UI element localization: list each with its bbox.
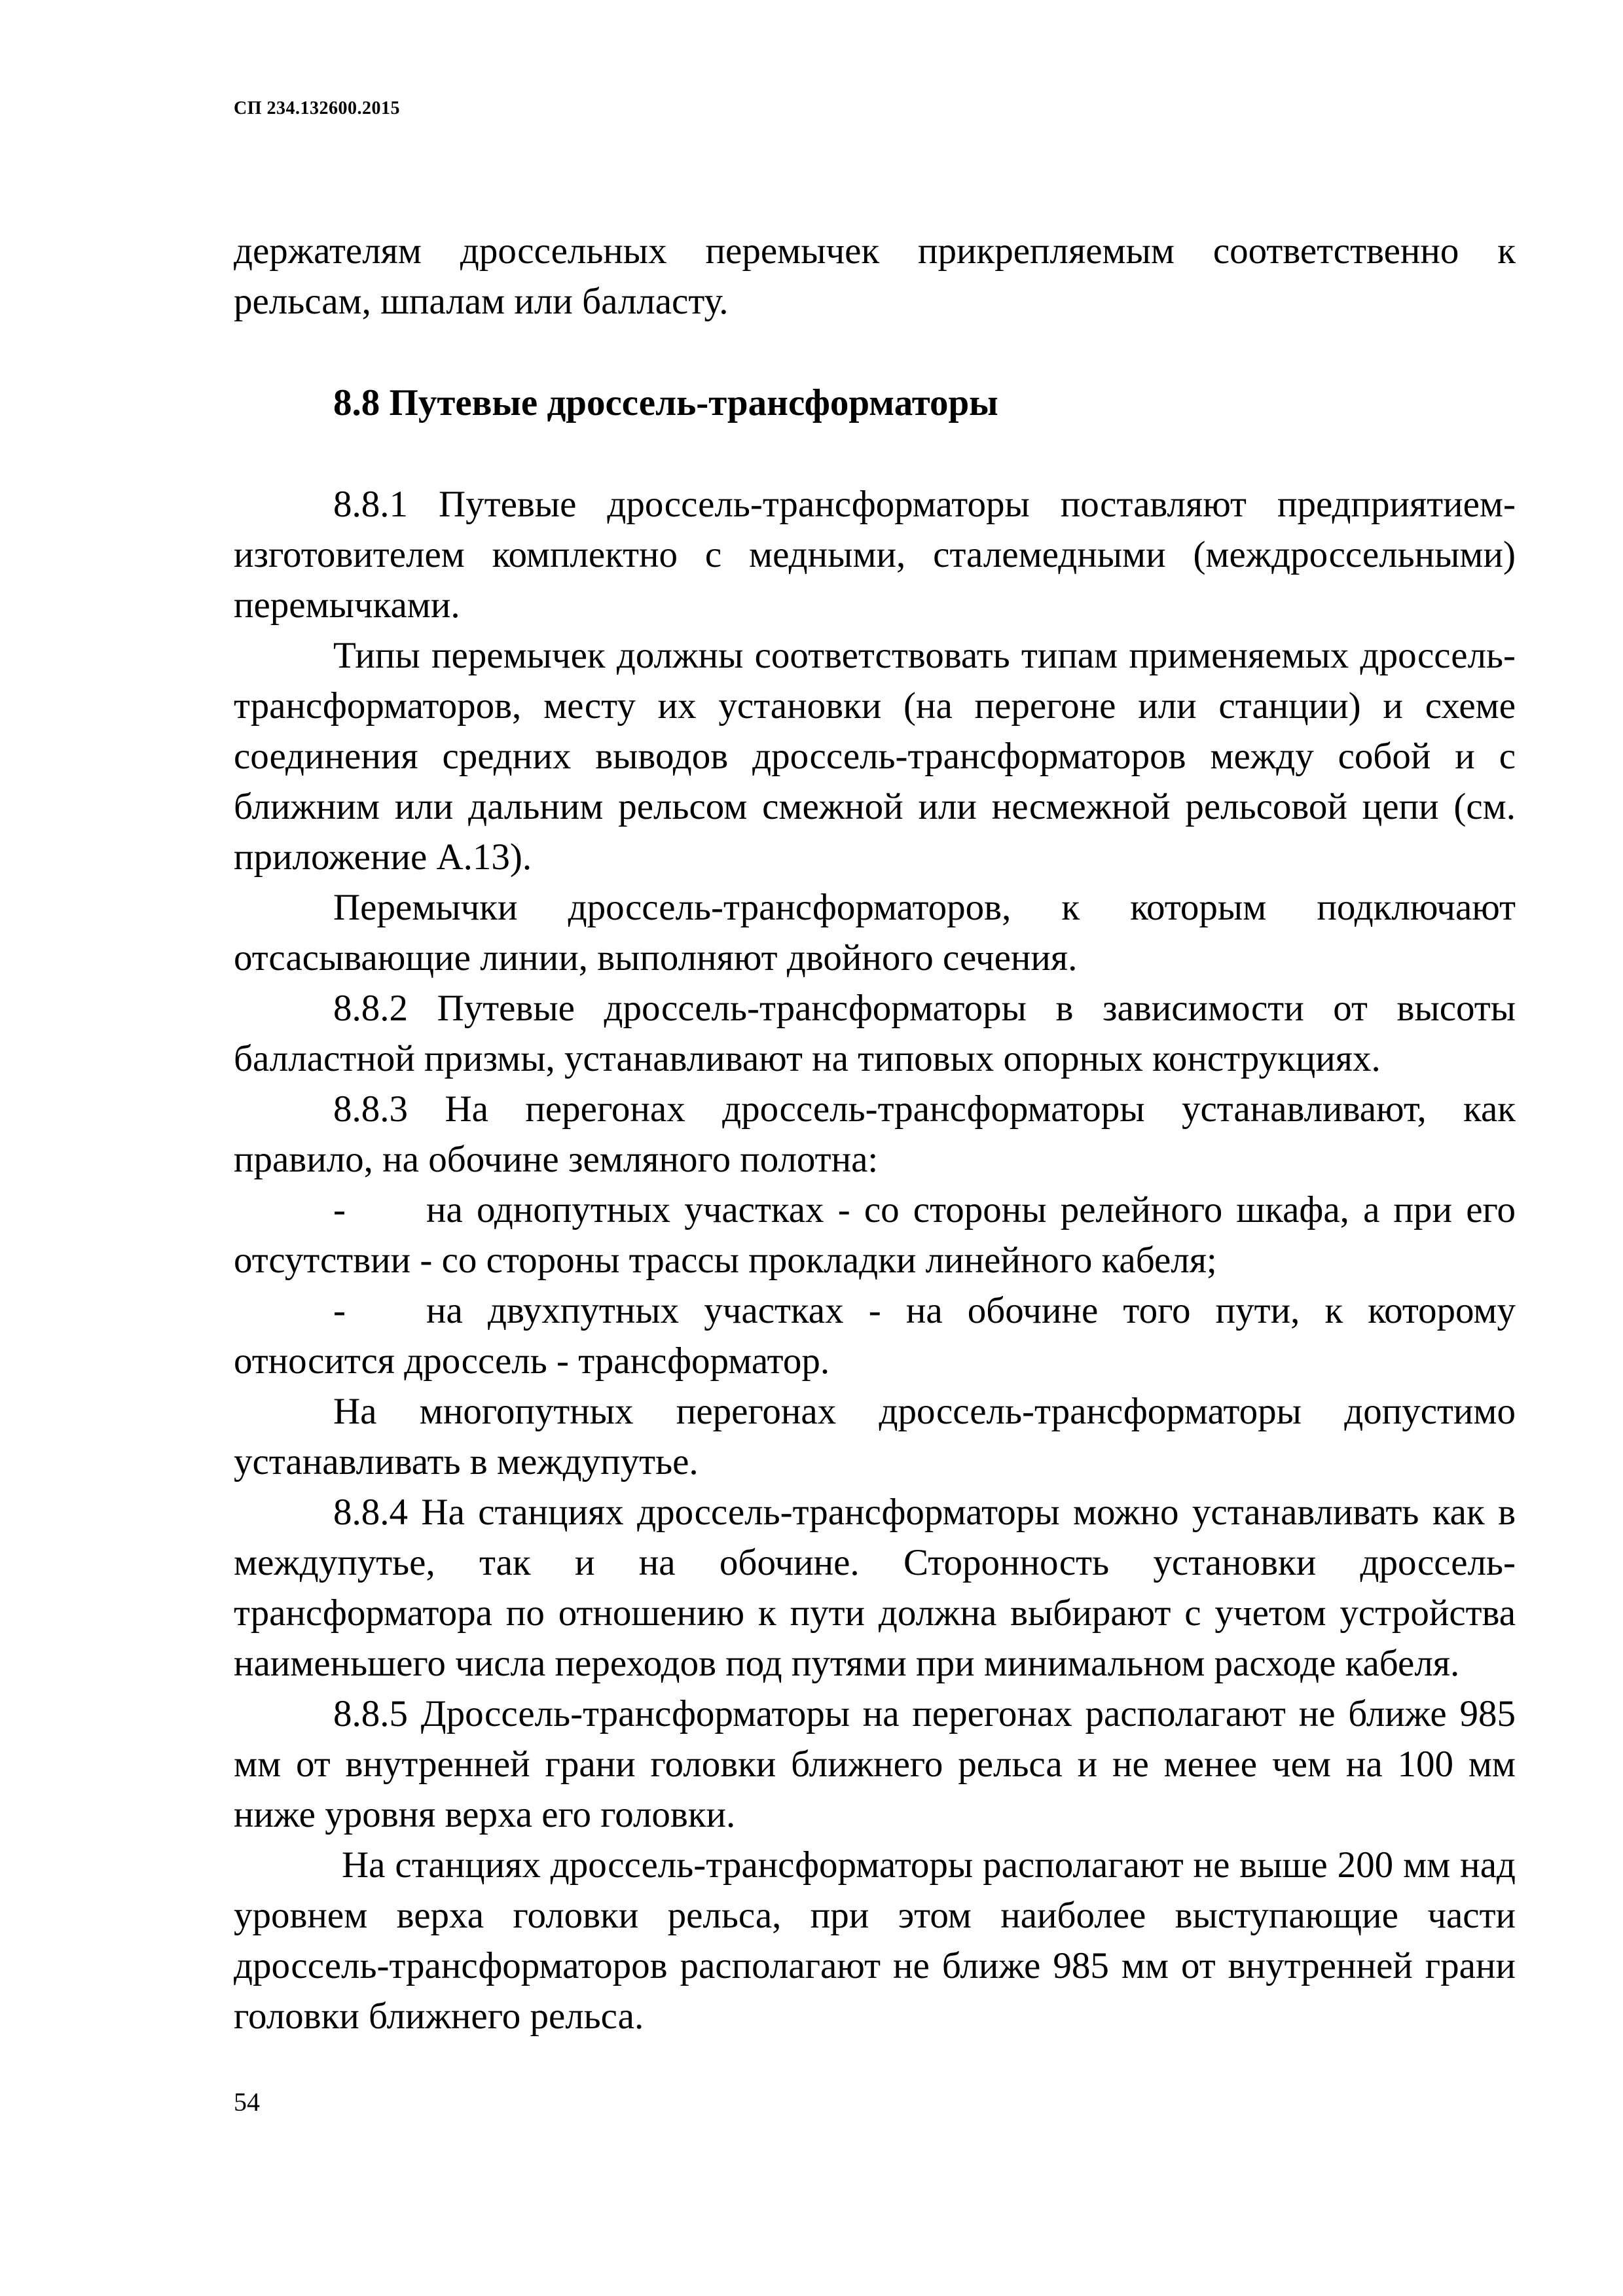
list-item <box>234 1285 1516 1386</box>
list-dash-marker: - <box>333 1189 346 1230</box>
paragraph-jumper-types: Типы перемычек должны соответствовать типам применяемых дроссель-трансформаторов, месту их установки (на перегоне или станции) и схеме соединения средних выводов дроссель-трансформаторов между собой и с ближним или дальним рельсом смежной или несмежной рельсовой цепи (см. приложение А.13). <box>234 635 1516 878</box>
paragraph-8-8-3: 8.8.3 На перегонах дроссель-трансформаторы устанавливают, как правило, на обочине земляного полотна: <box>234 1088 1516 1180</box>
paragraph-stations-placement: На станциях дроссель-трансформаторы располагают не выше 200 мм над уровнем верха головки рельса, при этом наиболее выступающие части дроссель-трансформаторов располагают не ближе 985 мм от внутренней грани головки ближнего рельса. <box>234 1844 1516 2037</box>
paragraph-8-8-4: 8.8.4 На станциях дроссель-трансформаторы можно устанавливать как в междупутье, так и на обочине. Сторонность установки дроссель-трансформатора по отношению к пути должна выбирают с учетом устройства наименьшего числа переходов под путями при минимальном расходе кабеля. <box>234 1492 1516 1684</box>
paragraph-multitrack: На многопутных перегонах дроссель-трансформаторы допустимо устанавливать в междупутье. <box>234 1391 1516 1482</box>
list-item <box>234 1185 1516 1285</box>
list-item-text: на двухпутных участках - на обочине того пути, к которому относится дроссель - трансформатор. <box>234 1290 1516 1382</box>
page-number: 54 <box>234 2087 260 2117</box>
list-item-text: на однопутных участках - со стороны релейного шкафа, а при его отсутствии - со стороны трассы прокладки линейного кабеля; <box>234 1189 1516 1281</box>
paragraph-8-8-1: 8.8.1 Путевые дроссель-трансформаторы поставляют предприятием-изготовителем комплектно с медными, сталемедными (междроссельными) перемычками. <box>234 484 1516 626</box>
section-heading: 8.8 Путевые дроссель-трансформаторы <box>333 382 998 423</box>
paragraph-8-8-5: 8.8.5 Дроссель-трансформаторы на перегонах располагают не ближе 985 мм от внутренней грани головки ближнего рельса и не менее чем на 100 мм ниже уровня верха его головки. <box>234 1693 1516 1835</box>
paragraph-jumpers-double-section: Перемычки дроссель-трансформаторов, к которым подключают отсасывающие линии, выполняют двойного сечения. <box>234 887 1516 978</box>
paragraph-8-8-2: 8.8.2 Путевые дроссель-трансформаторы в зависимости от высоты балластной призмы, устанавливают на типовых опорных конструкциях. <box>234 988 1516 1079</box>
paragraph-continuation: держателям дроссельных перемычек прикрепляемым соответственно к рельсам, шпалам или балласту. <box>234 230 1516 322</box>
list-dash-marker: - <box>333 1290 346 1331</box>
document-code-header: СП 234.132600.2015 <box>234 98 400 118</box>
document-body <box>234 226 1516 2041</box>
